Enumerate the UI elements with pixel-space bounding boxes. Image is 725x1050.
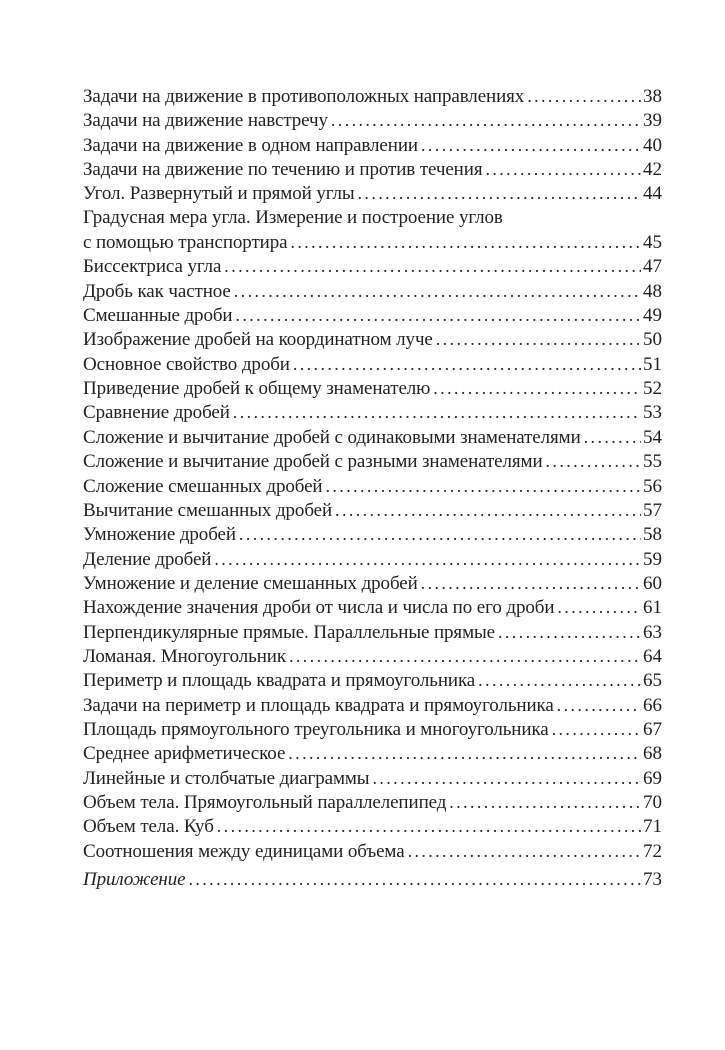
toc-entry — [83, 644, 662, 668]
toc-entry-page: 52 — [643, 378, 662, 400]
toc-entry-title: Приведение дробей к общему знаменателю — [83, 378, 431, 400]
toc-entry-title: Ломаная. Многоугольник — [83, 645, 286, 667]
toc-entry — [83, 717, 662, 741]
toc-entry — [83, 766, 662, 790]
toc-entry-title: Площадь прямоугольного треугольника и многоугольника — [83, 718, 549, 740]
toc-entry — [83, 595, 662, 619]
toc-entry-title: Дробь как частное — [83, 280, 231, 302]
toc-entry-page: 61 — [643, 597, 662, 619]
toc-entry — [83, 449, 662, 473]
toc-entry-page: 67 — [643, 718, 662, 740]
toc-entry — [83, 108, 662, 132]
dot-leader — [433, 376, 641, 401]
toc-entry-title: Задачи на движение по течению и против течения — [83, 159, 483, 181]
toc-entry-page: 40 — [643, 134, 662, 156]
toc-entry — [83, 327, 662, 351]
toc-entry — [83, 157, 662, 181]
toc-entry-title: Изображение дробей на координатном луче — [83, 329, 433, 351]
toc-entry — [83, 400, 662, 424]
toc-entry — [83, 814, 662, 838]
toc-entry — [83, 839, 662, 863]
dot-leader — [188, 867, 641, 892]
toc-entry — [83, 474, 662, 498]
toc-entry-page: 48 — [643, 280, 662, 302]
dot-leader — [449, 790, 641, 815]
toc-entry-title: Приложение — [83, 869, 186, 890]
dot-leader — [290, 230, 641, 255]
toc-entry-page: 54 — [643, 426, 662, 448]
toc-entry-title: Задачи на движение в одном направлении — [83, 134, 418, 156]
toc-entry-title: Вычитание смешанных дробей — [83, 499, 333, 521]
dot-leader — [408, 839, 641, 864]
toc-entry-title: Умножение дробей — [83, 524, 236, 546]
dot-leader — [234, 279, 641, 304]
toc-entry-page: 72 — [643, 840, 662, 862]
toc-entry — [83, 254, 662, 278]
toc-entry-page: 50 — [643, 329, 662, 351]
toc-entry-page: 60 — [643, 572, 662, 594]
toc-entry-title: Нахождение значения дроби от числа и числа по его дроби — [83, 597, 555, 619]
dot-leader — [235, 303, 641, 328]
toc-entry — [83, 133, 662, 157]
toc-entry-title: Основное свойство дроби — [83, 353, 290, 375]
toc-entry-title: Задачи на движение в противоположных направлениях — [83, 86, 525, 107]
toc-entry-page: 71 — [643, 816, 662, 838]
dot-leader — [288, 741, 641, 766]
toc-entry-page: 58 — [643, 524, 662, 546]
toc-entry — [83, 425, 662, 449]
toc-entry — [83, 522, 662, 546]
dot-leader — [557, 693, 641, 718]
toc-entry-title: Смешанные дроби — [83, 305, 233, 327]
toc-entry-page: 55 — [643, 451, 662, 473]
toc-entry — [83, 790, 662, 814]
dot-leader — [421, 133, 641, 158]
toc-entry — [83, 230, 662, 254]
toc-entry-page: 53 — [643, 402, 662, 424]
dot-leader — [552, 717, 641, 742]
dot-leader — [527, 84, 641, 109]
dot-leader — [498, 620, 641, 645]
dot-leader — [293, 352, 641, 377]
dot-leader — [546, 449, 641, 474]
toc-entry-title: Угол. Развернутый и прямой углы — [83, 183, 355, 205]
dot-leader — [217, 814, 641, 839]
toc-entry-page: 68 — [643, 743, 662, 765]
toc-entry — [83, 693, 662, 717]
toc-entry — [83, 547, 662, 571]
toc-entry — [83, 84, 662, 108]
dot-leader — [478, 668, 641, 693]
toc-entry-page: 45 — [643, 232, 662, 254]
toc-list — [83, 84, 662, 891]
dot-leader — [358, 181, 641, 206]
dot-leader — [326, 474, 642, 499]
toc-entry-title: Задачи на движение навстречу — [83, 110, 328, 132]
toc-entry-title: Деление дробей — [83, 548, 212, 570]
toc-entry — [83, 741, 662, 765]
toc-entry — [83, 668, 662, 692]
dot-leader — [331, 108, 641, 133]
toc-entry-page: 47 — [643, 256, 662, 278]
dot-leader — [372, 766, 641, 791]
toc-entry-title: Сложение и вычитание дробей с разными знаменателями — [83, 451, 543, 473]
dot-leader — [421, 571, 641, 596]
toc-entry-page: 64 — [643, 645, 662, 667]
toc-entry-title: Сложение и вычитание дробей с одинаковыми знаменателями — [83, 426, 581, 448]
toc-entry-page: 38 — [643, 86, 662, 107]
toc-entry — [83, 279, 662, 303]
dot-leader — [214, 547, 641, 572]
toc-entry-page: 63 — [643, 621, 662, 643]
toc-entry-title: Периметр и площадь квадрата и прямоугольника — [83, 670, 476, 692]
toc-entry-page: 59 — [643, 548, 662, 570]
toc-entry-page: 44 — [643, 183, 662, 205]
dot-leader — [233, 400, 641, 425]
dot-leader — [289, 644, 641, 669]
toc-entry-page: 70 — [643, 791, 662, 813]
toc-entry-page: 39 — [643, 110, 662, 132]
dot-leader — [436, 327, 641, 352]
toc-entry-title: Перпендикулярные прямые. Параллельные прямые — [83, 621, 495, 643]
toc-entry-title: Задачи на периметр и площадь квадрата и прямоугольника — [83, 694, 554, 716]
toc-entry — [83, 352, 662, 376]
toc-entry-title: Объем тела. Куб — [83, 816, 214, 838]
toc-entry-title: Среднее арифметическое — [83, 743, 286, 765]
toc-entry — [83, 498, 662, 522]
toc-entry-title: Биссектриса угла — [83, 256, 222, 278]
toc-entry — [83, 571, 662, 595]
toc-entry-title: Сравнение дробей — [83, 402, 230, 424]
dot-leader — [557, 595, 641, 620]
toc-entry — [83, 867, 662, 891]
toc-entry-page: 56 — [643, 475, 662, 497]
dot-leader — [584, 425, 641, 450]
dot-leader — [224, 254, 641, 279]
toc-entry-title: Сложение смешанных дробей — [83, 475, 323, 497]
toc-entry-page: 69 — [643, 767, 662, 789]
dot-leader — [335, 498, 641, 523]
toc-entry-page: 65 — [643, 670, 662, 692]
toc-entry-line1 — [83, 206, 662, 230]
dot-leader — [239, 522, 641, 547]
toc-entry — [83, 181, 662, 205]
toc-entry-page: 73 — [643, 869, 662, 890]
toc-entry — [83, 376, 662, 400]
toc-entry-title: с помощью транспортира — [83, 232, 288, 254]
toc-entry — [83, 620, 662, 644]
toc-entry-page: 57 — [643, 499, 662, 521]
dot-leader — [485, 157, 641, 182]
toc-entry-page: 42 — [643, 159, 662, 181]
toc-entry-title: Умножение и деление смешанных дробей — [83, 572, 418, 594]
toc-entry-page: 66 — [643, 694, 662, 716]
toc-entry-title: Соотношения между единицами объема — [83, 840, 405, 862]
toc-entry — [83, 303, 662, 327]
toc-entry-title: Линейные и столбчатые диаграммы — [83, 767, 370, 789]
toc-entry-page: 51 — [643, 353, 662, 375]
toc-entry-page: 49 — [643, 305, 662, 327]
toc-entry-title: Объем тела. Прямоугольный параллелепипед — [83, 791, 447, 813]
toc-entry-title: Градусная мера угла. Измерение и построение углов — [83, 206, 503, 228]
